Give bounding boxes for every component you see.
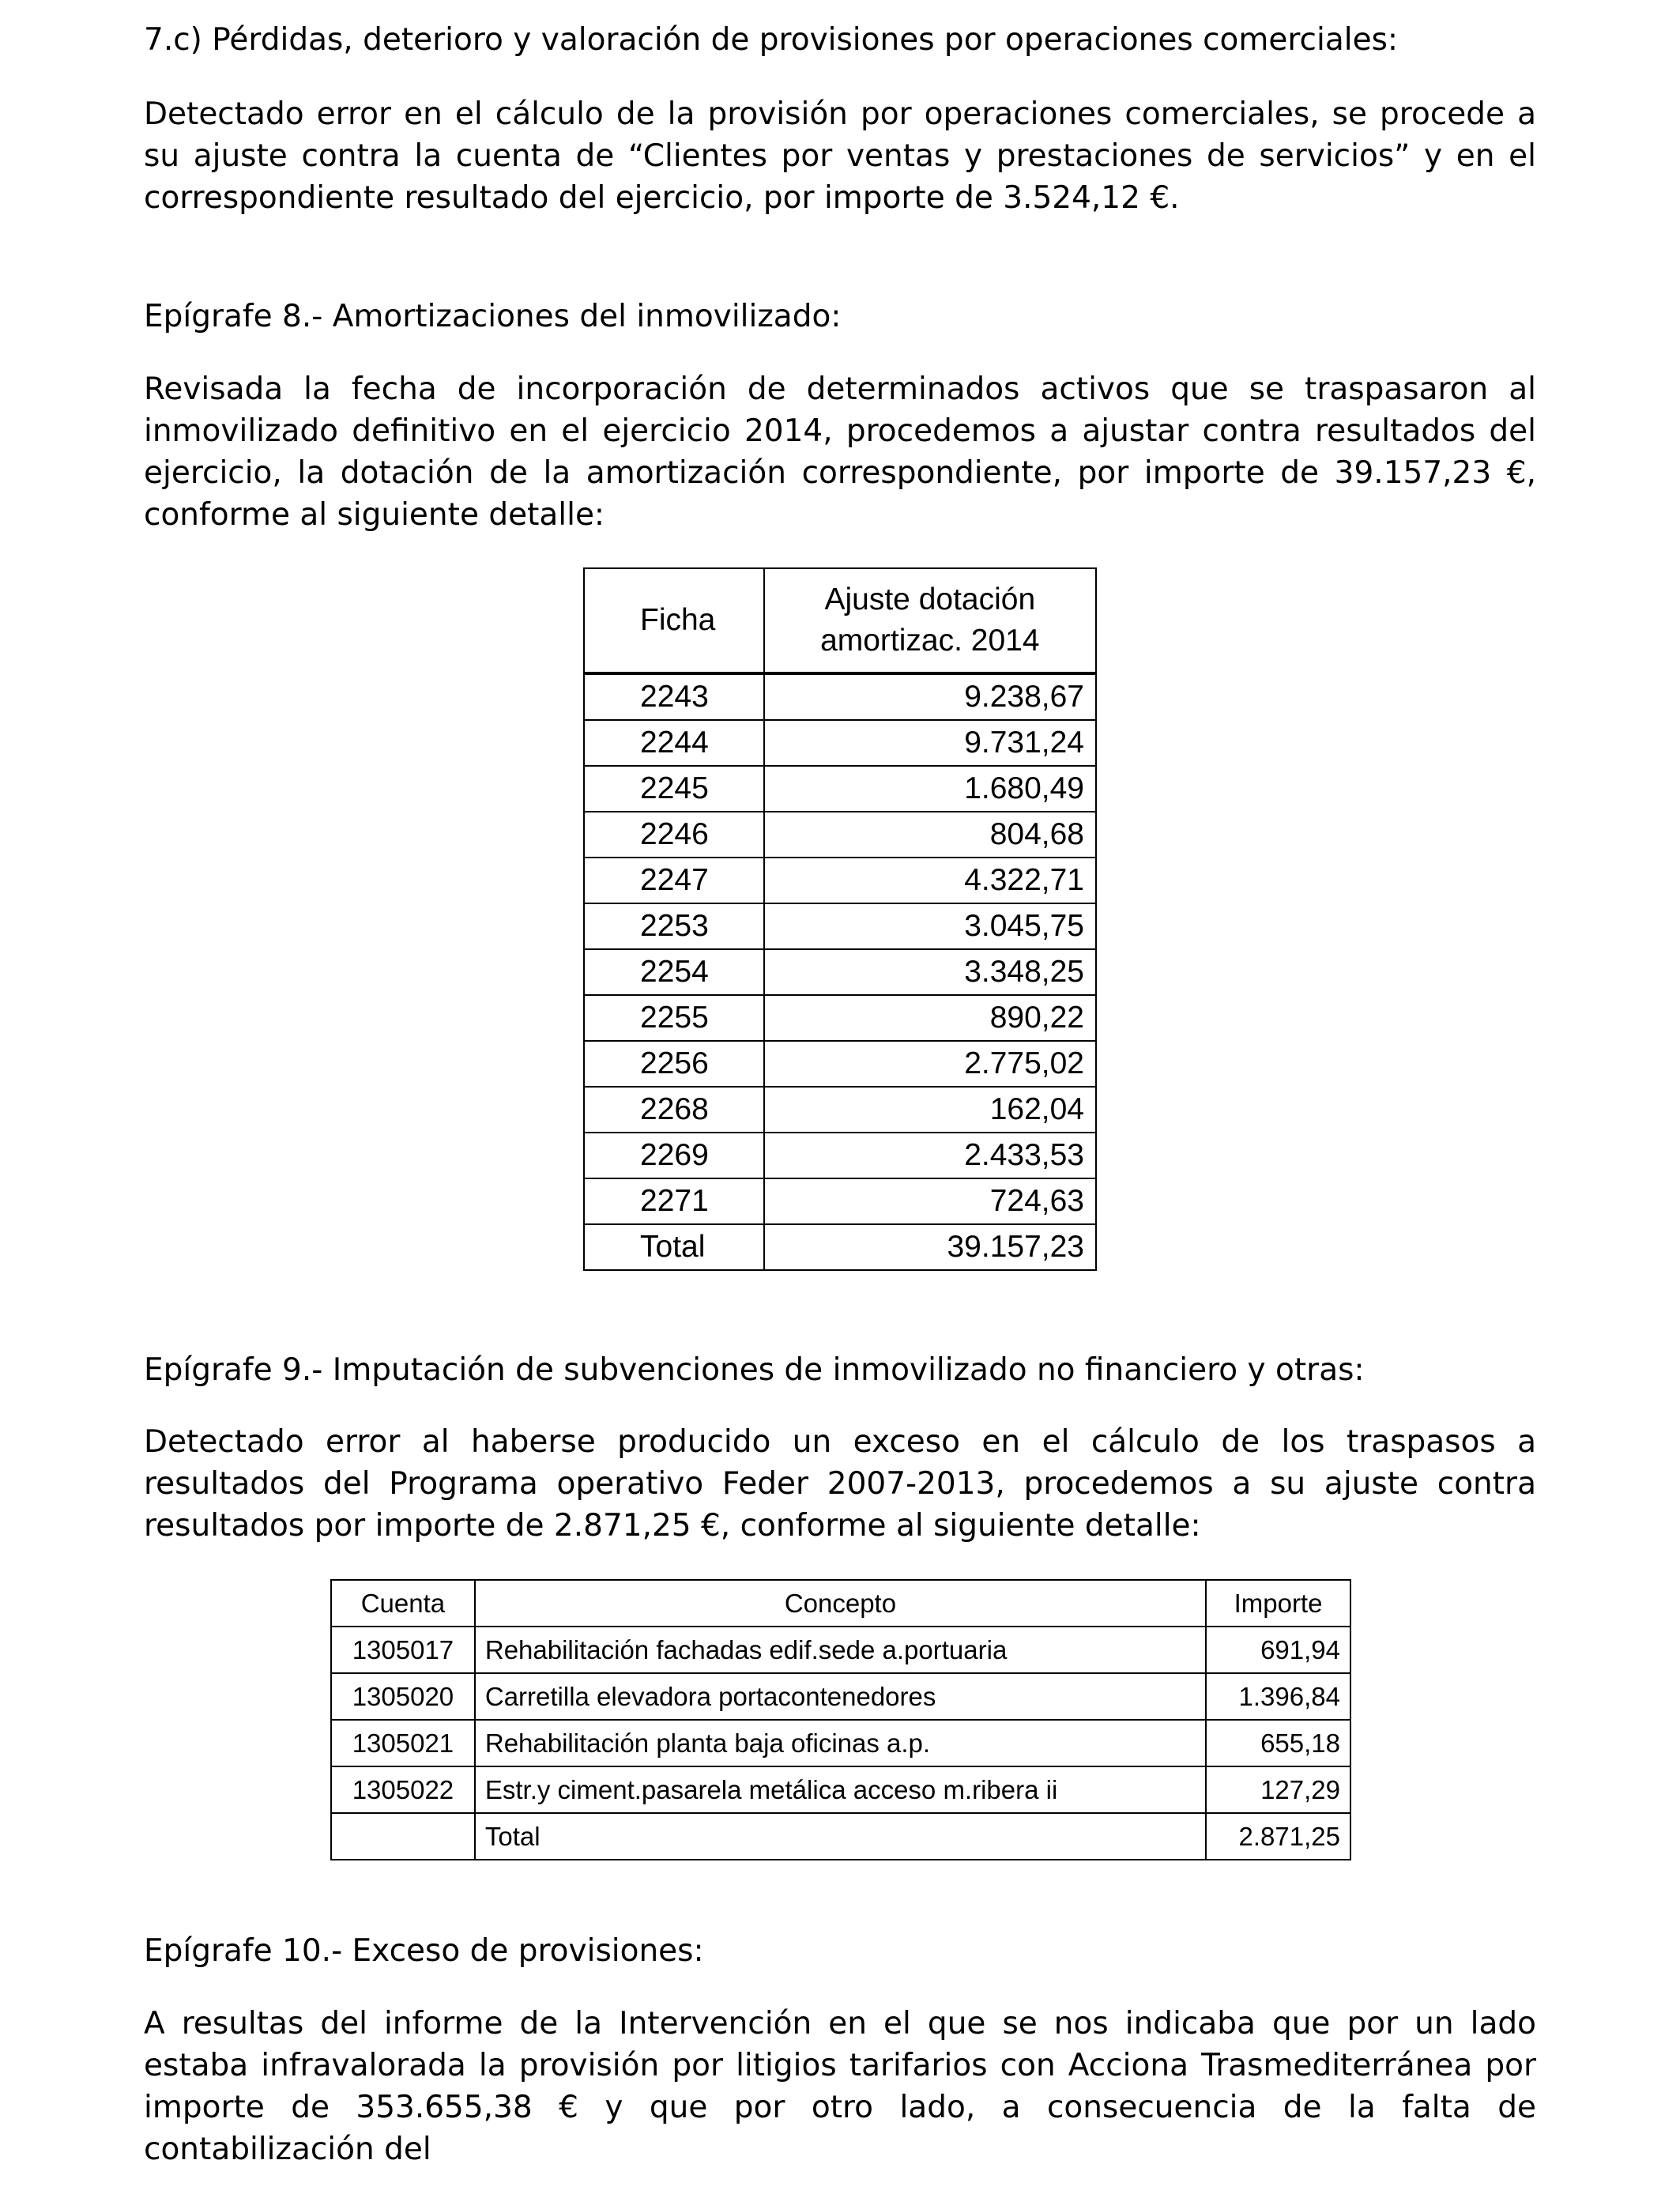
table-row	[331, 1673, 1350, 1720]
header-ficha: Ficha	[584, 568, 764, 673]
importe-cell: 127,29	[1206, 1766, 1350, 1813]
section-9-heading: Epígrafe 9.- Imputación de subvenciones de inmovilizado no financiero y otras:	[144, 1352, 1365, 1388]
header-cuenta: Cuenta	[331, 1580, 475, 1627]
section-10-paragraph: A resultas del informe de la Intervención en el que se nos indicaba que por un lado estaba infravalorada la provisión por litigios tarifarios con Acciona Trasmediterránea por importe de 353.655,38 € y que por otro lado, a consecuencia de la falta de contabilización del	[144, 2006, 1536, 2167]
valor-cell: 804,68	[764, 812, 1096, 858]
table-row	[584, 903, 1096, 949]
cuenta-cell: 1305022	[331, 1766, 475, 1813]
amortization-table	[583, 567, 1097, 1271]
ficha-cell: 2245	[584, 766, 764, 812]
concepto-cell: Rehabilitación fachadas edif.sede a.portuaria	[475, 1627, 1206, 1673]
concepto-cell: Estr.y ciment.pasarela metálica acceso m.ribera ii	[475, 1766, 1206, 1813]
total-value-cell: 2.871,25	[1206, 1813, 1350, 1860]
cuenta-cell: 1305017	[331, 1627, 475, 1673]
importe-cell: 691,94	[1206, 1627, 1350, 1673]
table-row	[584, 766, 1096, 812]
table-row	[331, 1766, 1350, 1813]
valor-cell: 2.775,02	[764, 1041, 1096, 1087]
table-total-row	[584, 1224, 1096, 1270]
importe-cell: 655,18	[1206, 1720, 1350, 1766]
total-label-cell: Total	[584, 1224, 764, 1270]
table-row	[584, 1041, 1096, 1087]
section-8-heading: Epígrafe 8.- Amortizaciones del inmovilizado:	[144, 299, 842, 334]
cuenta-cell: 1305020	[331, 1673, 475, 1720]
cuenta-cell	[331, 1813, 475, 1860]
importe-cell: 1.396,84	[1206, 1673, 1350, 1720]
table-row	[584, 995, 1096, 1041]
valor-cell: 9.731,24	[764, 720, 1096, 766]
table-row	[584, 949, 1096, 995]
section-10-heading: Epígrafe 10.- Exceso de provisiones:	[144, 1933, 704, 1969]
ficha-cell: 2244	[584, 720, 764, 766]
ficha-cell: 2246	[584, 812, 764, 858]
ficha-cell: 2243	[584, 673, 764, 720]
header-ajuste-line1: Ajuste dotación	[824, 582, 1036, 616]
section-9-paragraph: Detectado error al haberse producido un exceso en el cálculo de los traspasos a resultados del Programa operativo Feder 2007-2013, procedemos a su ajuste contra resultados por importe de 2.871,25 €, conforme al siguiente detalle:	[144, 1424, 1536, 1544]
valor-cell: 890,22	[764, 995, 1096, 1041]
table-total-row	[331, 1813, 1350, 1860]
subsidies-table	[330, 1579, 1351, 1860]
concepto-cell: Rehabilitación planta baja oficinas a.p.	[475, 1720, 1206, 1766]
subsidies-table-header	[331, 1580, 1350, 1627]
table-row	[584, 720, 1096, 766]
total-label-cell: Total	[475, 1813, 1206, 1860]
ficha-cell: 2255	[584, 995, 764, 1041]
concepto-cell: Carretilla elevadora portacontenedores	[475, 1673, 1206, 1720]
section-7c-paragraph: Detectado error en el cálculo de la provisión por operaciones comerciales, se procede a su ajuste contra la cuenta de “Clientes por ventas y prestaciones de servicios” y en el correspondiente resultado del ejercicio, por importe de 3.524,12 €.	[144, 96, 1536, 216]
ficha-cell: 2269	[584, 1133, 764, 1178]
valor-cell: 9.238,67	[764, 673, 1096, 720]
header-importe: Importe	[1206, 1580, 1350, 1627]
ficha-cell: 2254	[584, 949, 764, 995]
table-row	[331, 1627, 1350, 1673]
section-7c-heading: 7.c) Pérdidas, deterioro y valoración de provisiones por operaciones comerciales:	[144, 22, 1399, 58]
table-row	[331, 1720, 1350, 1766]
ficha-cell: 2268	[584, 1087, 764, 1133]
valor-cell: 3.045,75	[764, 903, 1096, 949]
table-row	[584, 1087, 1096, 1133]
valor-cell: 162,04	[764, 1087, 1096, 1133]
valor-cell: 1.680,49	[764, 766, 1096, 812]
valor-cell: 724,63	[764, 1178, 1096, 1224]
ficha-cell: 2253	[584, 903, 764, 949]
table-row	[584, 1133, 1096, 1178]
ficha-cell: 2247	[584, 858, 764, 903]
table-row	[584, 858, 1096, 903]
valor-cell: 2.433,53	[764, 1133, 1096, 1178]
valor-cell: 4.322,71	[764, 858, 1096, 903]
table-row	[584, 673, 1096, 720]
ficha-cell: 2271	[584, 1178, 764, 1224]
table-row	[584, 812, 1096, 858]
cuenta-cell: 1305021	[331, 1720, 475, 1766]
header-ajuste-line2: amortizac. 2014	[820, 624, 1040, 658]
header-ajuste	[764, 568, 1096, 673]
total-value-cell: 39.157,23	[764, 1224, 1096, 1270]
ficha-cell: 2256	[584, 1041, 764, 1087]
header-concepto: Concepto	[475, 1580, 1206, 1627]
valor-cell: 3.348,25	[764, 949, 1096, 995]
section-8-paragraph: Revisada la fecha de incorporación de determinados activos que se traspasaron al inmovilizado definitivo en el ejercicio 2014, procedemos a ajustar contra resultados del ejercicio, la dotación de la amortización correspondiente, por importe de 39.157,23 €, conforme al siguiente detalle:	[144, 371, 1536, 533]
table-row	[584, 1178, 1096, 1224]
amortization-table-header	[584, 568, 1096, 673]
